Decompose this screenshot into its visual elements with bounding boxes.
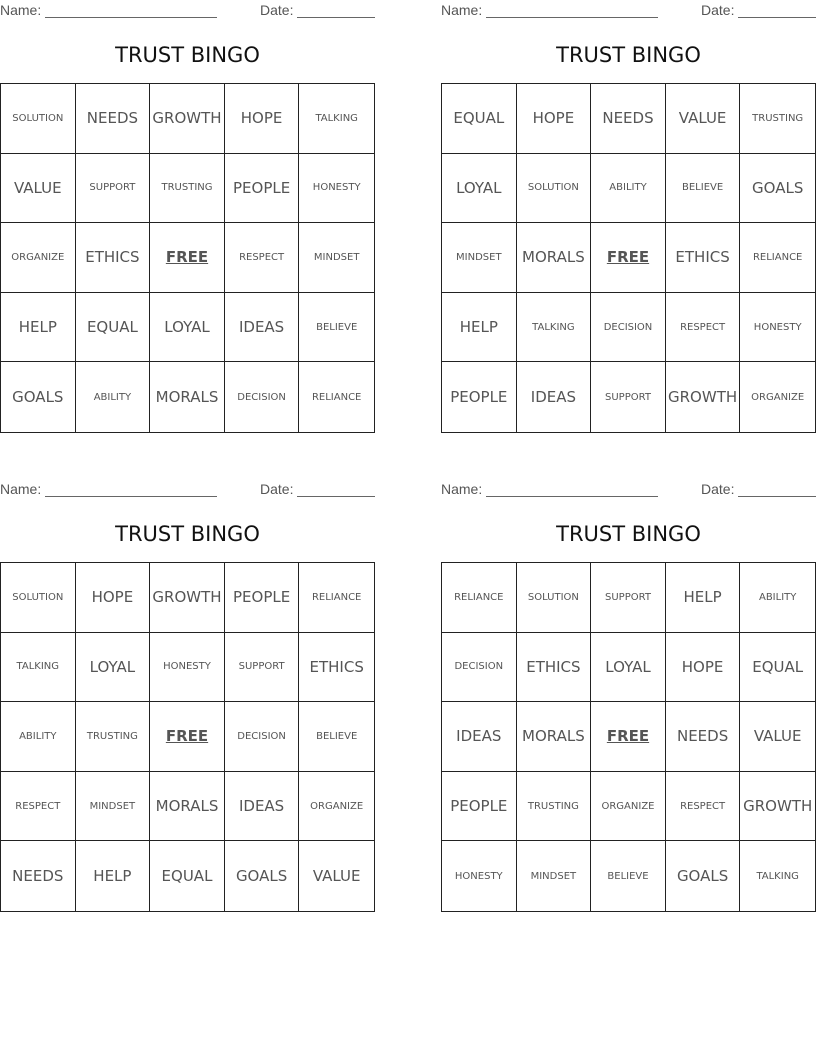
bingo-cell: PEOPLE bbox=[225, 563, 300, 633]
bingo-cell: HELP bbox=[442, 293, 517, 363]
bingo-grid bbox=[441, 83, 816, 433]
bingo-cell: SOLUTION bbox=[1, 563, 76, 633]
bingo-cell: HELP bbox=[76, 841, 151, 911]
bingo-cell: GROWTH bbox=[666, 362, 741, 432]
name-field-line bbox=[486, 496, 658, 497]
bingo-cell: TRUSTING bbox=[76, 702, 151, 772]
date-label: Date: bbox=[701, 481, 735, 497]
bingo-cell: SUPPORT bbox=[591, 362, 666, 432]
bingo-cell: HELP bbox=[1, 293, 76, 363]
card-title: TRUST BINGO bbox=[115, 43, 260, 67]
card-header bbox=[0, 479, 375, 501]
bingo-cell: PEOPLE bbox=[225, 154, 300, 224]
bingo-cell: MORALS bbox=[517, 702, 592, 772]
bingo-cell: GROWTH bbox=[740, 772, 815, 842]
date-field-line bbox=[297, 496, 375, 497]
bingo-cell: RELIANCE bbox=[442, 563, 517, 633]
bingo-cell: TRUSTING bbox=[740, 84, 815, 154]
card-header bbox=[441, 479, 816, 501]
bingo-cell: NEEDS bbox=[666, 702, 741, 772]
bingo-cell: DECISION bbox=[225, 702, 300, 772]
bingo-cell: VALUE bbox=[666, 84, 741, 154]
bingo-cell: ETHICS bbox=[517, 633, 592, 703]
name-field-line bbox=[45, 17, 217, 18]
bingo-cell: ORGANIZE bbox=[299, 772, 374, 842]
bingo-cell: EQUAL bbox=[442, 84, 517, 154]
bingo-cell: GOALS bbox=[740, 154, 815, 224]
date-label: Date: bbox=[701, 2, 735, 18]
card-title: TRUST BINGO bbox=[556, 522, 701, 546]
bingo-cell: GROWTH bbox=[150, 563, 225, 633]
bingo-cell: MORALS bbox=[517, 223, 592, 293]
bingo-cell: ABILITY bbox=[740, 563, 815, 633]
bingo-cell: NEEDS bbox=[76, 84, 151, 154]
name-label: Name: bbox=[0, 2, 42, 18]
date-field-line bbox=[738, 496, 816, 497]
bingo-cell: LOYAL bbox=[591, 633, 666, 703]
bingo-cell: IDEAS bbox=[442, 702, 517, 772]
card-title: TRUST BINGO bbox=[556, 43, 701, 67]
name-label: Name: bbox=[0, 481, 42, 497]
bingo-cell: ETHICS bbox=[299, 633, 374, 703]
bingo-cell: SOLUTION bbox=[517, 154, 592, 224]
bingo-cell: IDEAS bbox=[517, 362, 592, 432]
bingo-cell: RELIANCE bbox=[740, 223, 815, 293]
card-header bbox=[441, 0, 816, 22]
bingo-cell: TRUSTING bbox=[150, 154, 225, 224]
bingo-cell: SOLUTION bbox=[517, 563, 592, 633]
bingo-cell: TALKING bbox=[1, 633, 76, 703]
bingo-cell: RELIANCE bbox=[299, 563, 374, 633]
name-label: Name: bbox=[441, 2, 483, 18]
free-space-cell: FREE bbox=[150, 702, 225, 772]
bingo-cell: BELIEVE bbox=[299, 702, 374, 772]
bingo-cell: RELIANCE bbox=[311, 391, 362, 403]
bingo-cell: MORALS bbox=[150, 772, 225, 842]
bingo-cell: HELP bbox=[666, 563, 741, 633]
bingo-cell: ETHICS bbox=[76, 223, 151, 293]
bingo-cell: TALKING bbox=[299, 84, 374, 154]
free-space-cell: FREE bbox=[591, 223, 666, 293]
bingo-cell: ORGANIZE bbox=[1, 223, 76, 293]
bingo-cell: TALKING bbox=[517, 293, 592, 363]
bingo-cell: VALUE bbox=[1, 154, 76, 224]
bingo-cell: MINDSET bbox=[517, 841, 592, 911]
bingo-cell: NEEDS bbox=[591, 84, 666, 154]
name-field-line bbox=[45, 496, 217, 497]
bingo-cell: HONESTY bbox=[150, 633, 225, 703]
bingo-cell: TALKING bbox=[756, 870, 799, 882]
bingo-cell: PEOPLE bbox=[442, 772, 517, 842]
bingo-cell: BELIEVE bbox=[299, 293, 374, 363]
free-space-cell: FREE bbox=[150, 223, 225, 293]
bingo-cell: SUPPORT bbox=[591, 563, 666, 633]
date-field-line bbox=[297, 17, 375, 18]
bingo-cell: IDEAS bbox=[225, 293, 300, 363]
bingo-cell: PEOPLE bbox=[442, 362, 517, 432]
date-field-line bbox=[738, 17, 816, 18]
bingo-cell: RESPECT bbox=[1, 772, 76, 842]
card-title: TRUST BINGO bbox=[115, 522, 260, 546]
bingo-cell: BELIEVE bbox=[591, 841, 666, 911]
bingo-cell: DECISION bbox=[225, 362, 300, 432]
bingo-cell: SOLUTION bbox=[1, 84, 76, 154]
bingo-cell: SUPPORT bbox=[76, 154, 151, 224]
bingo-cell: MINDSET bbox=[442, 223, 517, 293]
bingo-cell: VALUE bbox=[312, 867, 361, 886]
bingo-cell: MORALS bbox=[150, 362, 225, 432]
bingo-cell: HOPE bbox=[517, 84, 592, 154]
bingo-cell: TRUSTING bbox=[517, 772, 592, 842]
bingo-cell: LOYAL bbox=[76, 633, 151, 703]
date-label: Date: bbox=[260, 2, 294, 18]
name-field-line bbox=[486, 17, 658, 18]
bingo-cell: RESPECT bbox=[666, 293, 741, 363]
bingo-cell: NEEDS bbox=[1, 841, 76, 911]
bingo-cell: GROWTH bbox=[150, 84, 225, 154]
bingo-cell: ABILITY bbox=[1, 702, 76, 772]
bingo-cell: HOPE bbox=[76, 563, 151, 633]
bingo-cell: HOPE bbox=[666, 633, 741, 703]
free-space-cell: FREE bbox=[591, 702, 666, 772]
bingo-cell: IDEAS bbox=[225, 772, 300, 842]
bingo-cell: RESPECT bbox=[225, 223, 300, 293]
bingo-cell: VALUE bbox=[740, 702, 815, 772]
bingo-cell: ORGANIZE bbox=[751, 391, 805, 403]
bingo-cell: HOPE bbox=[225, 84, 300, 154]
bingo-cell: HONESTY bbox=[740, 293, 815, 363]
bingo-cell: GOALS bbox=[225, 841, 300, 911]
bingo-cell: BELIEVE bbox=[666, 154, 741, 224]
bingo-grid bbox=[0, 83, 375, 433]
bingo-cell: EQUAL bbox=[150, 841, 225, 911]
bingo-cell: ABILITY bbox=[591, 154, 666, 224]
bingo-grid bbox=[441, 562, 816, 912]
bingo-cell: LOYAL bbox=[442, 154, 517, 224]
bingo-cell: EQUAL bbox=[740, 633, 815, 703]
card-header bbox=[0, 0, 375, 22]
name-label: Name: bbox=[441, 481, 483, 497]
bingo-cell: HONESTY bbox=[442, 841, 517, 911]
bingo-cell: ORGANIZE bbox=[591, 772, 666, 842]
bingo-cell: DECISION bbox=[591, 293, 666, 363]
bingo-grid bbox=[0, 562, 375, 912]
bingo-cell: DECISION bbox=[442, 633, 517, 703]
bingo-cell: GOALS bbox=[666, 841, 741, 911]
bingo-cell: HONESTY bbox=[299, 154, 374, 224]
bingo-cell: ABILITY bbox=[76, 362, 151, 432]
bingo-cell: MINDSET bbox=[299, 223, 374, 293]
bingo-cell: ETHICS bbox=[666, 223, 741, 293]
bingo-cell: LOYAL bbox=[150, 293, 225, 363]
date-label: Date: bbox=[260, 481, 294, 497]
bingo-cell: RESPECT bbox=[666, 772, 741, 842]
bingo-cell: SUPPORT bbox=[225, 633, 300, 703]
bingo-cell: EQUAL bbox=[76, 293, 151, 363]
bingo-cell: GOALS bbox=[1, 362, 76, 432]
bingo-cell: MINDSET bbox=[76, 772, 151, 842]
